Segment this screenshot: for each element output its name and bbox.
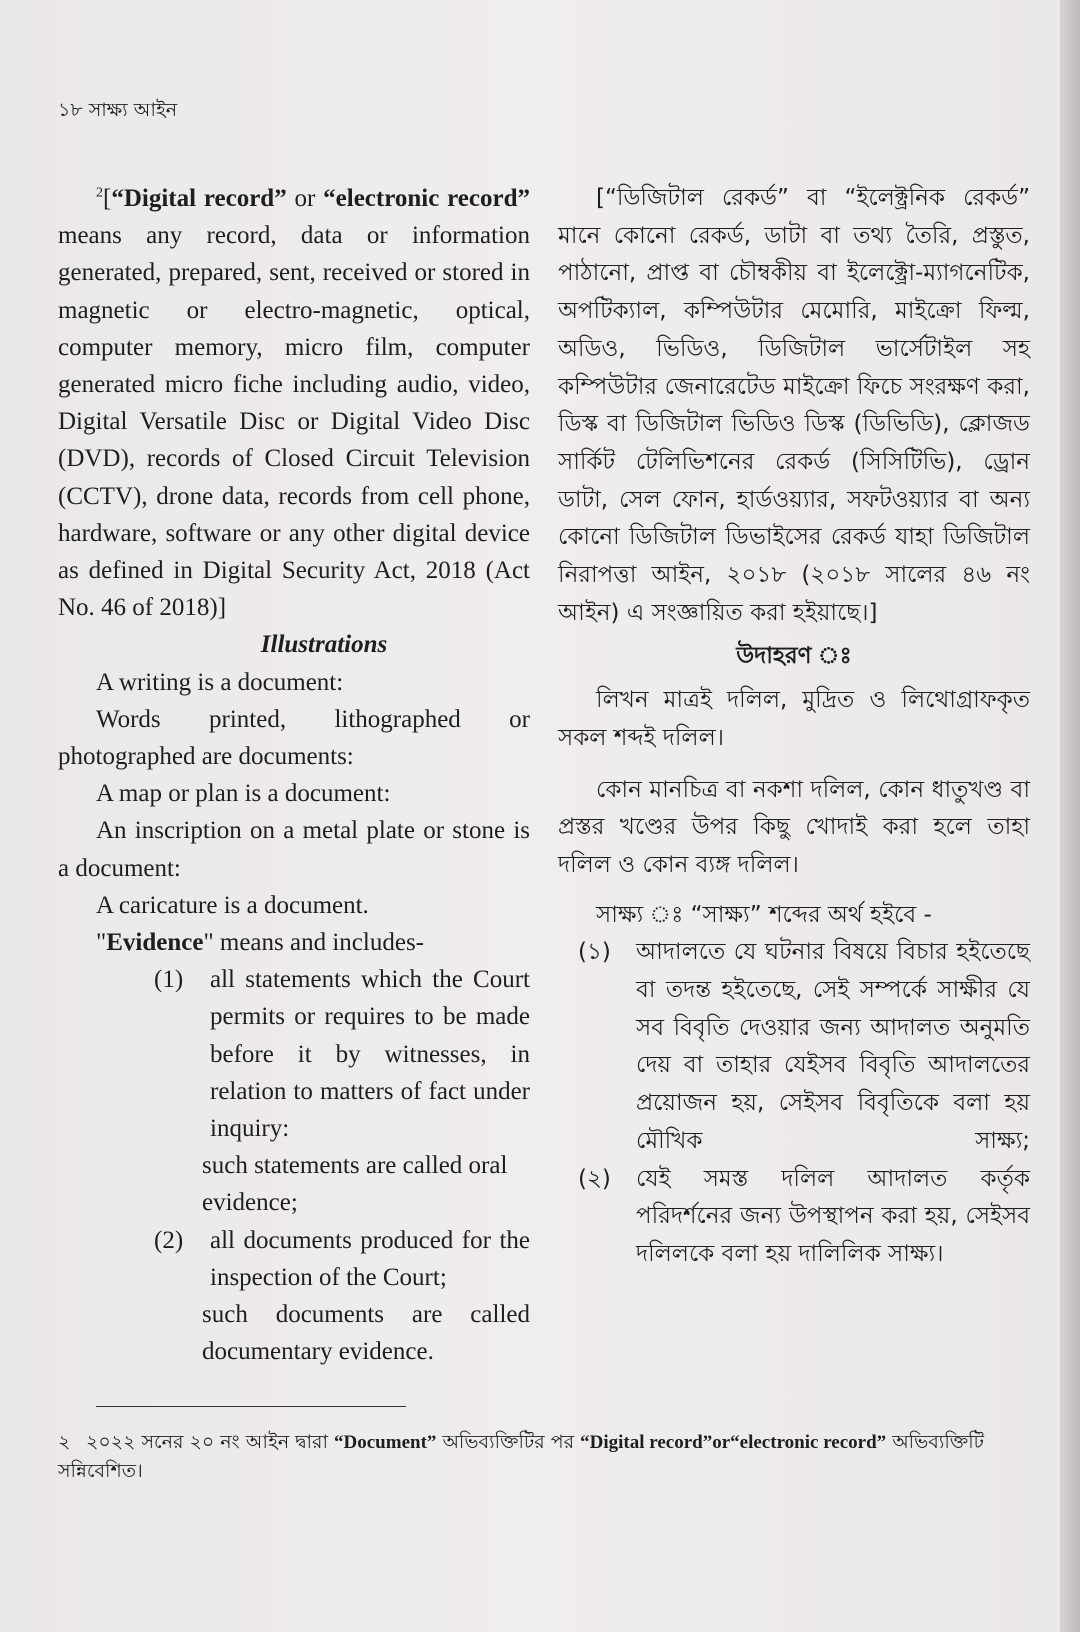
bengali-column: [558, 180, 1030, 1274]
digital-record-definition: $^2$[“Digital record” or “electronic record” means any record, data or information generated, prepared, sent, received or stored in magnetic or electro-magnetic, optical, computer memory, micro film, computer generated micro fiche including audio, video, Digital Versatile Disc or Digital Video Disc (DVD), records of Closed Circuit Television (CCTV), drone data, records from cell phone, hardware, software or any other digital device as defined in Digital Security Act, 2018 (Act No. 46 of 2018)]: [58, 185, 530, 622]
clause-consequence: such statements are called oral evidence;: [202, 1152, 508, 1217]
term-evidence: Evidence: [106, 929, 204, 957]
english-column: [58, 180, 530, 1371]
clause-number: (১): [578, 939, 611, 966]
evidence-definition: "Evidence" means and includes-: [96, 929, 424, 957]
definition-body: means any record, data or information generated, prepared, sent, received or stored in magnetic or electro-magnetic, optical, computer memory, micro film, computer generated micro fiche including audio, video, Digital Versatile Disc or Digital Video Disc (DVD), records of Closed Circuit Television (CCTV), drone data, records from cell phone, hardware, software or any other digital device as defined in Digital Security Act, 2018 (Act No. 46 of 2018)]: [58, 222, 530, 622]
page-edge: [1060, 0, 1080, 1632]
illustration-item-bn: লিখন মাত্রই দলিল, মুদ্রিত ও লিথোগ্রাফকৃত সকল শব্দই দলিল।: [558, 687, 1030, 751]
footnote: ২ ২০২২ সনের ২০ নং আইন দ্বারা “Document” অভিব্যক্তিটির পর “Digital record”or“electronic record” অভিব্যক্তিটি সন্নিবেশিত।: [58, 1428, 1030, 1485]
clause-number: (২): [578, 1165, 611, 1192]
illustration-item: A writing is a document:: [96, 668, 344, 696]
evidence-clause-1-bn: [558, 934, 1030, 1160]
illustration-item: A map or plan is a document:: [96, 780, 391, 808]
clause-text: যেই সমস্ত দলিল আদালত কর্তৃক পরিদর্শনের জন্য উপস্থাপন করা হয়, সেইসব দলিলকে বলা হয় দালিলিক সাক্ষ্য।: [636, 1165, 1030, 1267]
term-electronic-record: “electronic record”: [323, 185, 530, 212]
illustrations-heading: Illustrations: [260, 631, 388, 659]
evidence-definition-bn: সাক্ষ্য ঃ “সাক্ষ্য” শব্দের অর্থ হইবে -: [596, 901, 932, 928]
footnote-ref: 2: [96, 185, 103, 201]
clause-consequence: such documents are called documentary evidence.: [202, 1301, 530, 1366]
evidence-clause-1: [58, 961, 530, 1147]
illustrations-heading-bn: উদাহরণ ঃ: [736, 643, 852, 670]
evidence-clause-2-bn: [558, 1161, 1030, 1274]
illustration-item-bn: কোন মানচিত্র বা নকশা দলিল, কোন ধাতুখণ্ড বা প্রস্তর খণ্ডের উপর কিছু খোদাই করা হলে তাহা দলিল ও কোন ব্যঙ্গ দলিল।: [558, 776, 1030, 878]
illustration-item: Words printed, lithographed or photographed are documents:: [58, 705, 530, 771]
clause-text: all statements which the Court permits or requires to be made before it by witnesses, in relation to matters of fact under inquiry:: [210, 966, 530, 1143]
illustration-item: An inscription on a metal plate or stone is a document:: [58, 817, 530, 882]
evidence-clause-2: [58, 1222, 530, 1296]
footnote-term: “Digital record”or“electronic record”: [580, 1432, 887, 1453]
footnote-term: “Document”: [334, 1432, 437, 1453]
footnote-mark: ২: [58, 1431, 71, 1453]
clause-text: all documents produced for the inspection of the Court;: [210, 1226, 530, 1291]
running-head: ১৮ সাক্ষ্য আইন: [58, 99, 178, 121]
illustration-item: A caricature is a document.: [96, 891, 369, 919]
clause-number: (1): [154, 966, 184, 994]
clause-number: (2): [154, 1226, 184, 1254]
digital-record-definition-bn: [“ডিজিটাল রেকর্ড” বা “ইলেক্ট্রনিক রেকর্ড” মানে কোনো রেকর্ড, ডাটা বা তথ্য তৈরি, প্রস্তুত, পাঠানো, প্রাপ্ত বা চৌম্বকীয় বা ইলেক্ট্রো-ম্যাগনেটিক, অপটিক্যাল, কম্পিউটার মেমোরি, মাইক্রো ফিল্ম, অডিও, ভিডিও, ডিজিটাল ভার্সেটাইল সহ কম্পিউটার জেনারেটেড মাইক্রো ফিচে সংরক্ষণ করা, ডিস্ক বা ডিজিটাল ভিডিও ডিস্ক (ডিভিডি), ক্লোজড সার্কিট টেলিভিশনের রেকর্ড (সিসিটিভি), ড্রোন ডাটা, সেল ফোন, হার্ডওয়্যার, সফটওয়্যার বা অন্য কোনো ডিজিটাল ডিভাইসের রেকর্ড যাহা ডিজিটাল নিরাপত্তা আইন, ২০১৮ (২০১৮ সালের ৪৬ নং আইন) এ সংজ্ঞায়িত করা হইয়াছে।]: [558, 185, 1030, 626]
footnote-rule: [96, 1406, 406, 1407]
term-digital-record: “Digital record”: [111, 185, 287, 212]
clause-text: আদালতে যে ঘটনার বিষয়ে বিচার হইতেছে বা তদন্ত হইতেছে, সেই সম্পর্কে সাক্ষীর যে সব বিবৃতি দেওয়ার জন্য আদালত অনুমতি দেয় বা তাহার যেইসব বিবৃতি আদালতের প্রয়োজন হয়, সেইসব বিবৃতিকে বলা হয় মৌখিক সাক্ষ্য;: [636, 939, 1030, 1154]
